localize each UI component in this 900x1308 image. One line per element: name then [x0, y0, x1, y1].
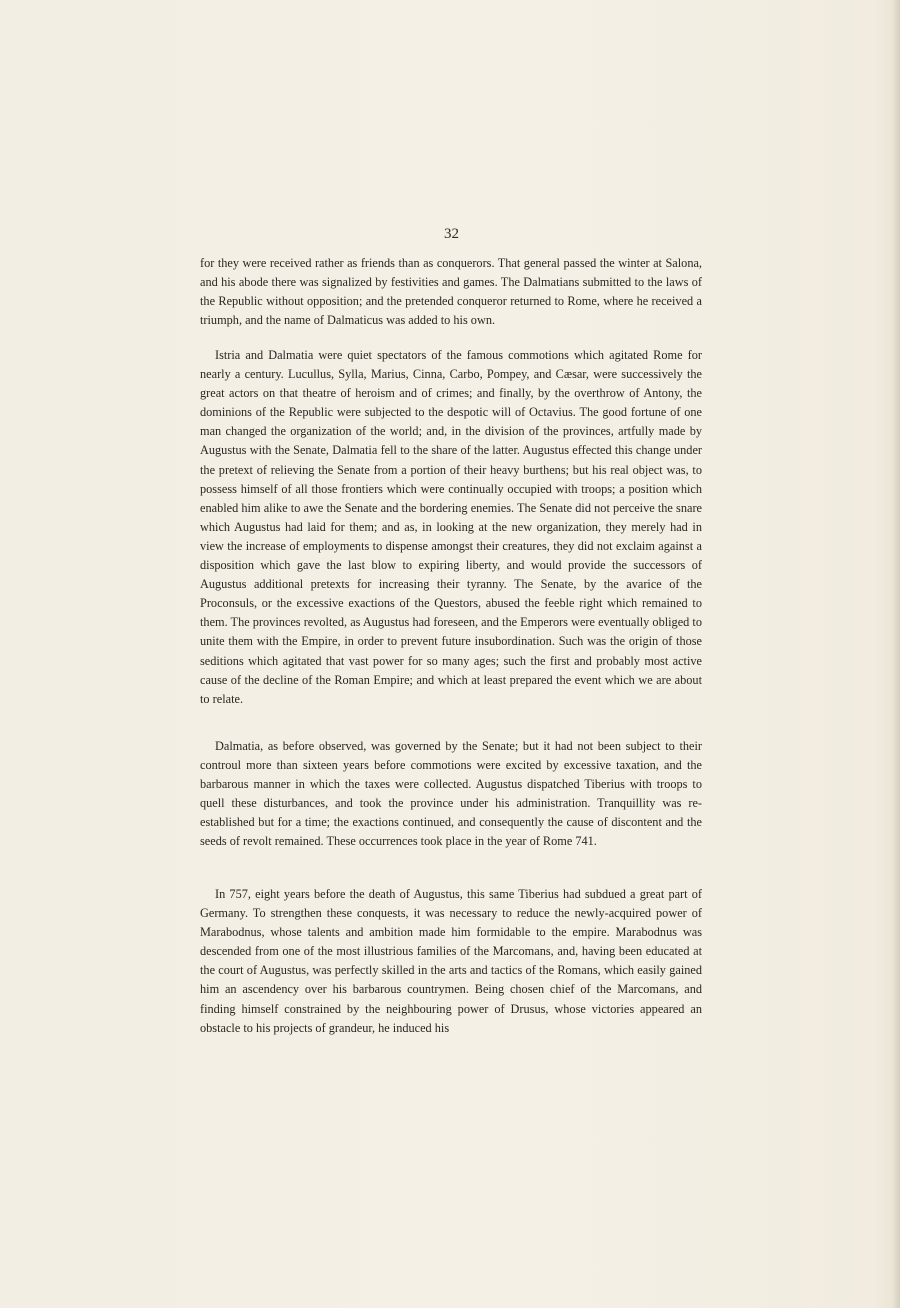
paragraph-dalmatia-senate [200, 737, 702, 852]
page-edge-shadow [892, 0, 900, 1308]
page-number: 32 [444, 226, 459, 242]
paragraph-text: Istria and Dalmatia were quiet spectators of the famous commotions which agitated Rome for nearly a century. Lucullus, Sylla, Marius, Cinna, Carbo, Pompey, and Cæsar, were successively the great actors on that theatre of heroism and of crimes; and finally, by the overthrow of Antony, the dominions of the Republic were subjected to the despotic will of Octavius. The good fortune of one man changed the organization of the world; and, in the division of the provinces, artfully made by Augustus with the Senate, Dalmatia fell to the share of the latter. Augustus effected this change under the pretext of relieving the Senate from a portion of their heavy burthens; but his real object was, to possess himself of all those frontiers which were continually occupied with troops; a position which enabled him alike to awe the Senate and the bordering enemies. The Senate did not perceive the snare which Augustus had laid for them; and as, in looking at the new organization, they merely had in view the increase of employments to dispense amongst their creatures, they did not exclaim against a disposition which gave the last blow to expiring liberty, and would provide the successors of Augustus additional pretexts for increasing their tyranny. The Senate, by the avarice of the Proconsuls, or the excessive exactions of the Questors, abused the feeble right which remained to them. The provinces revolted, as Augustus had foreseen, and the Emperors were eventually obliged to unite them with the Empire, in order to prevent future insubordination. Such was the origin of those seditions which agitated that vast power for so many ages; such the first and probably most active cause of the decline of the Roman Empire; and which at least prepared the event which we are about to relate. [200, 348, 702, 706]
paragraph-istria-dalmatia [200, 346, 702, 709]
paragraph-text: Dalmatia, as before observed, was governed by the Senate; but it had not been subject to their controul more than sixteen years before commotions were excited by excessive taxation, and the barbarous manner in which the taxes were collected. Augustus dispatched Tiberius with troops to quell these disturbances, and took the province under his administration. Tranquillity was re-established but for a time; the exactions continued, and consequently the cause of discontent and the seeds of revolt remained. These occurrences took place in the year of Rome 741. [200, 739, 702, 849]
paragraph-text: for they were received rather as friends than as conquerors. That general passed the winter at Salona, and his abode there was signalized by festivities and games. The Dalmatians submitted to the laws of the Republic without opposition; and the pretended conqueror returned to Rome, where he received a triumph, and the name of Dalmaticus was added to his own. [200, 256, 702, 328]
paragraph-text: In 757, eight years before the death of Augustus, this same Tiberius had subdued a great part of Germany. To strengthen these conquests, it was necessary to reduce the newly-acquired power of Marabodnus, whose talents and ambition made him formidable to the empire. Marabodnus was descended from one of the most illustrious families of the Marcomans, and, having been educated at the court of Augustus, was perfectly skilled in the arts and tactics of the Romans, which easily gained him an ascendency over his barbarous countrymen. Being chosen chief of the Marcomans, and finding himself constrained by the neighbouring power of Drusus, whose victories appeared an obstacle to his projects of grandeur, he induced his [200, 887, 702, 1035]
paragraph-continuation [200, 254, 702, 330]
paragraph-marabodnus [200, 885, 702, 1038]
